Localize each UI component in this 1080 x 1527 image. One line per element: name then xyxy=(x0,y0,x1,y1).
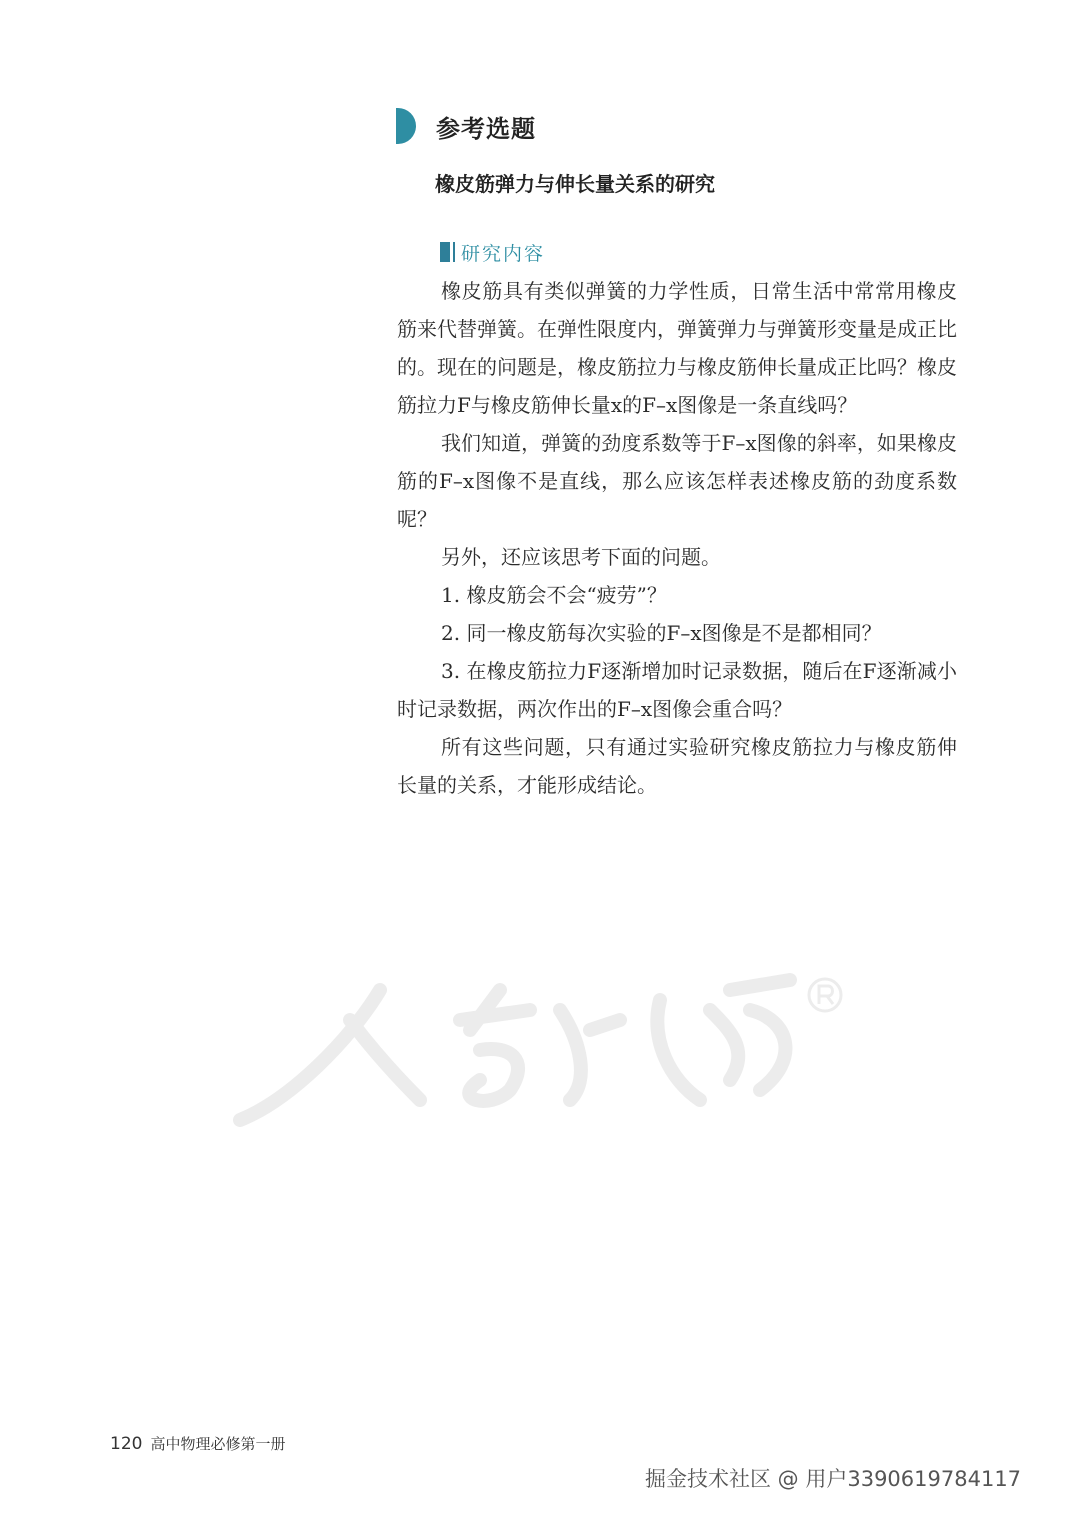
page-footer xyxy=(110,1433,285,1454)
question-item-3: 3. 在橡皮筋拉力F逐渐增加时记录数据，随后在F逐渐减小时记录数据，两次作出的F–x图像会重合吗？ xyxy=(397,659,957,721)
paragraph-conclusion: 所有这些问题，只有通过实验研究橡皮筋拉力与橡皮筋伸长量的关系，才能形成结论。 xyxy=(397,735,957,797)
paragraph-intro: 橡皮筋具有类似弹簧的力学性质，日常生活中常常用橡皮筋来代替弹簧。在弹性限度内，弹簧弹力与弹簧形变量是成正比的。现在的问题是，橡皮筋拉力与橡皮筋伸长量成正比吗？橡皮筋拉力F与橡皮筋伸长量x的F–x图像是一条直线吗？ xyxy=(397,279,957,417)
book-title: 高中物理必修第一册 xyxy=(150,1435,286,1453)
body-text xyxy=(397,272,957,804)
topic-title: 橡皮筋弹力与伸长量关系的研究 xyxy=(435,172,715,196)
page-number: 120 xyxy=(110,1434,143,1454)
subsection-title: 研究内容 xyxy=(461,242,546,265)
publisher-watermark xyxy=(230,950,870,1150)
source-credit: 掘金技术社区 @ 用户3390619784117 xyxy=(645,1467,1022,1491)
subsection-marker-line xyxy=(453,242,455,262)
paragraph-stiffness: 我们知道，弹簧的劲度系数等于F–x图像的斜率，如果橡皮筋的F–x图像不是直线，那么应该怎样表述橡皮筋的劲度系数呢？ xyxy=(397,431,957,531)
subsection-marker xyxy=(440,242,450,262)
subsection-header xyxy=(440,240,545,264)
section-tab-marker xyxy=(396,108,416,144)
section-title: 参考选题 xyxy=(436,114,536,143)
section-header xyxy=(396,106,536,146)
question-item-2: 2. 同一橡皮筋每次实验的F–x图像是不是都相同？ xyxy=(441,621,882,645)
paragraph-questions-lead: 另外，还应该思考下面的问题。 xyxy=(441,545,721,569)
question-item-1: 1. 橡皮筋会不会“疲劳”？ xyxy=(441,583,667,607)
